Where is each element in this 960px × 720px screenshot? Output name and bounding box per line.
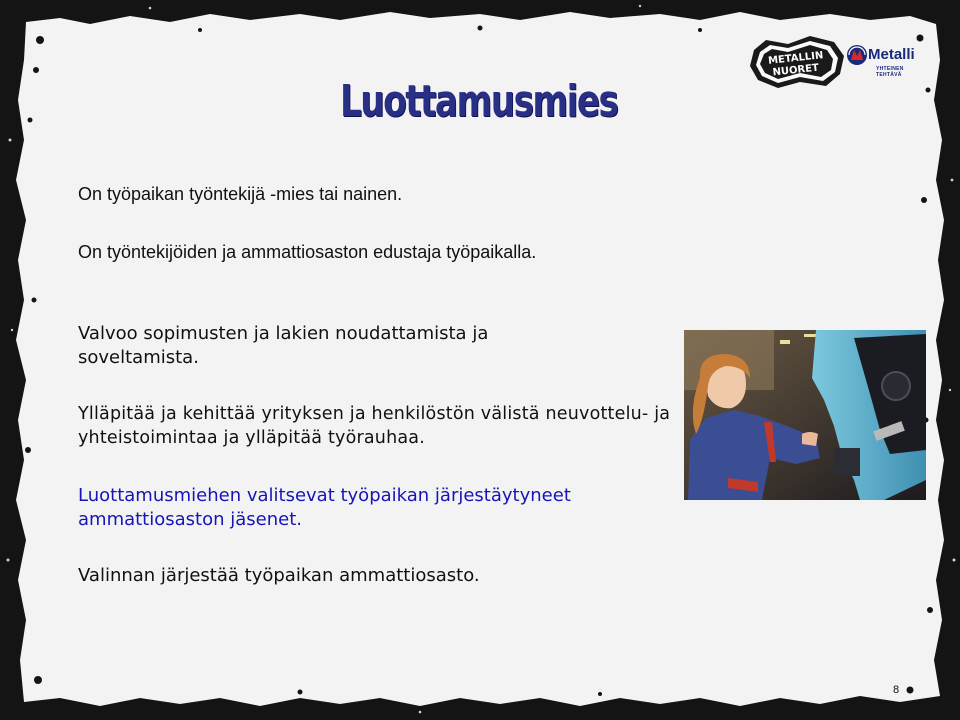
paragraph-election: Luottamusmiehen valitsevat työpaikan järjestäytyneet ammattiosaston jäsenet.	[78, 485, 571, 530]
metalli-emblem-icon	[846, 44, 868, 66]
metallin-nuoret-logo	[748, 34, 848, 90]
paragraph-worker: On työpaikan työntekijä -mies tai nainen.	[78, 184, 403, 204]
metalli-union-logo	[846, 42, 930, 78]
paragraph-cooperation: Ylläpitää ja kehittää yrityksen ja henkilöstön välistä neuvottelu- ja yhteistoimintaa ja ylläpitää työrauhaa.	[78, 404, 671, 448]
slide-title: Luottamusmies	[340, 76, 618, 127]
metalli-logo-name: Metalli	[868, 46, 915, 63]
worker-photo	[684, 330, 926, 500]
nuoret-logo-line1: METALLIN	[767, 50, 824, 67]
paragraph-organizer: Valinnan järjestää työpaikan ammattiosasto.	[78, 565, 480, 586]
metalli-logo-tagline: YHTEINEN TEHTÄVÄ	[876, 66, 904, 78]
nuoret-logo-line2: NUORET	[772, 62, 820, 79]
page-number: 8	[893, 684, 900, 696]
paragraph-monitoring: Valvoo sopimusten ja lakien noudattamista ja soveltamista.	[78, 323, 489, 368]
paragraph-representative: On työntekijöiden ja ammattiosaston edustaja työpaikalla.	[78, 242, 537, 262]
